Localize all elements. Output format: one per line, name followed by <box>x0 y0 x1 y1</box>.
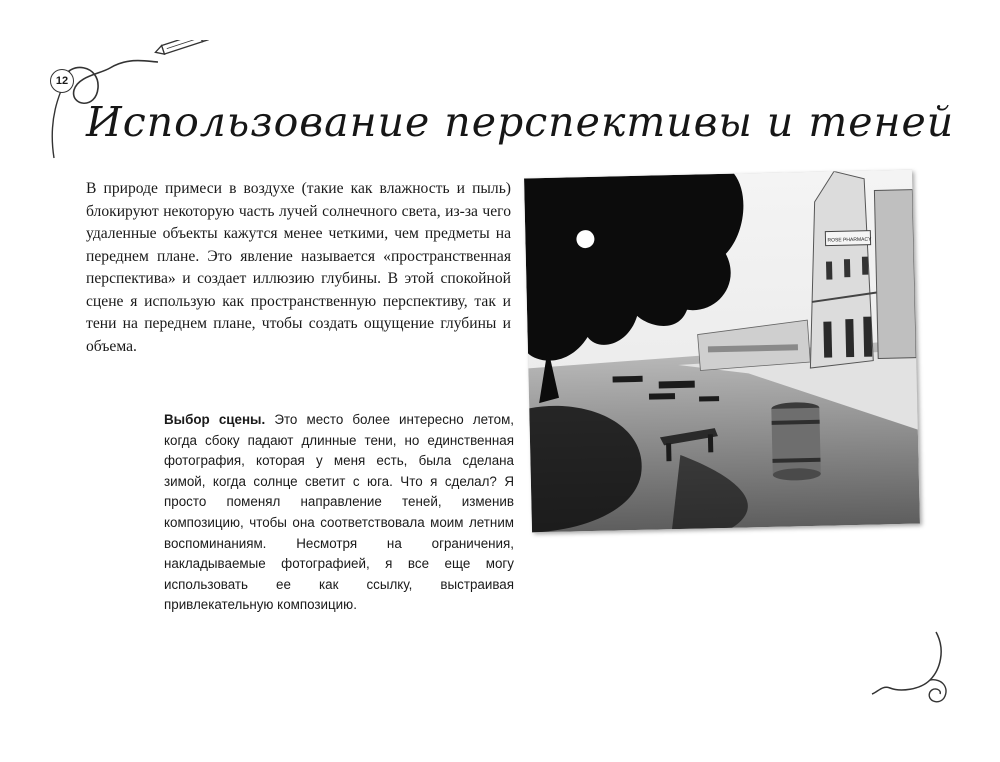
pencil-icon <box>154 40 208 57</box>
pharmacy-sign: ROSE PHARMACY <box>827 236 872 244</box>
intro-paragraph: В природе примеси в воздухе (такие как влажность и пыль) блокируют некоторую часть лучей солнечного света, из-за чего удаленные объекты кажутся менее четкими, чем предметы на переднем плане. Это явление называется «пространственная перспектива» и создает иллюзию глубины. В этой спокойной сцене я использую как пространственную перспективу, так и тени на переднем плане, чтобы создать ощущение глубины и объема. <box>86 180 511 355</box>
wooden-barrel <box>771 402 821 481</box>
page-title: Использование перспективы и теней <box>86 98 955 146</box>
scene-note <box>164 410 514 616</box>
corner-flourish <box>870 630 960 710</box>
scene-note-lead: Выбор сцены. <box>164 412 266 427</box>
page-number: 12 <box>50 69 74 93</box>
street-photo <box>524 170 920 533</box>
scene-note-text: Это место более интересно летом, когда сбоку падают длинные тени, но единственная фотография, которая у меня есть, была сделана зимой, когда солнце светит с юга. Что я сделал? Я просто поменял направление теней, изменив композицию, чтобы она соответствовала моим летним воспоминаниям. Несмотря на ограничения, накладываемые фотографией, я все еще могу использовать ее как ссылку, выстраивая привлекательную композицию. <box>164 412 515 613</box>
